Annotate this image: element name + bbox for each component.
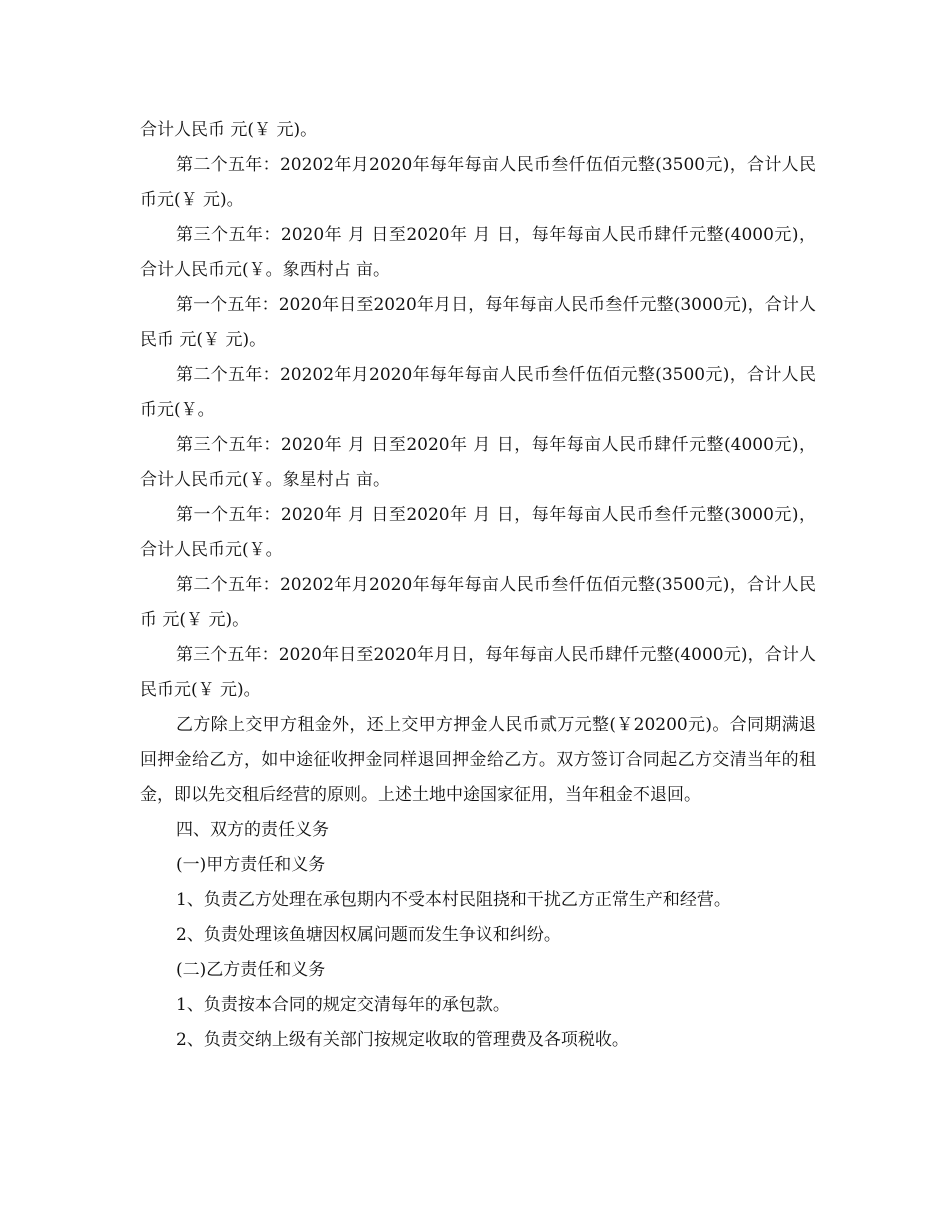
document-body bbox=[140, 113, 816, 1058]
paragraph-deposit: 乙方除上交甲方租金外，还上交甲方押金人民币贰万元整(￥20200元)。合同期满退回押金给乙方，如中途征收押金同样退回押金给乙方。双方签订合同起乙方交清当年的租金，即以先交租后经营的原则。上述土地中途国家征用，当年租金不退回。 bbox=[140, 715, 816, 805]
paragraph-third-five-years: 第三个五年：2020年日至2020年月日，每年每亩人民币肆仟元整(4000元)，合计人民币元(￥ 元)。 bbox=[140, 645, 816, 700]
paragraph-first-five-years: 第一个五年：2020年 月 日至2020年 月 日，每年每亩人民币叁仟元整(3000元)，合计人民币元(￥。 bbox=[140, 505, 816, 560]
paragraph-second-five-years: 第二个五年：20202年月2020年每年每亩人民币叁仟伍佰元整(3500元)，合计人民币 元(￥ 元)。 bbox=[140, 575, 816, 630]
paragraph-third-five-years: 第三个五年：2020年 月 日至2020年 月 日，每年每亩人民币肆仟元整(4000元)，合计人民币元(￥。象西村占 亩。 bbox=[140, 225, 816, 280]
subsection-heading-party-a: (一)甲方责任和义务 bbox=[176, 855, 326, 875]
paragraph-third-five-years: 第三个五年：2020年 月 日至2020年 月 日，每年每亩人民币肆仟元整(4000元)，合计人民币元(￥。象星村占 亩。 bbox=[140, 435, 816, 490]
paragraph-first-five-years: 第一个五年：2020年日至2020年月日，每年每亩人民币叁仟元整(3000元)，合计人民币 元(￥ 元)。 bbox=[140, 295, 816, 350]
paragraph-continuation: 合计人民币 元(￥ 元)。 bbox=[140, 120, 318, 140]
list-item-party-b-1: 1、负责按本合同的规定交清每年的承包款。 bbox=[176, 995, 510, 1015]
list-item-party-a-2: 2、负责处理该鱼塘因权属问题而发生争议和纠纷。 bbox=[176, 925, 561, 945]
section-heading-responsibilities: 四、双方的责任义务 bbox=[176, 820, 329, 840]
paragraph-second-five-years: 第二个五年：20202年月2020年每年每亩人民币叁仟伍佰元整(3500元)，合计人民币元(￥。 bbox=[140, 365, 816, 420]
subsection-heading-party-b: (二)乙方责任和义务 bbox=[176, 960, 326, 980]
list-item-party-a-1: 1、负责乙方处理在承包期内不受本村民阻挠和干扰乙方正常生产和经营。 bbox=[176, 890, 731, 910]
paragraph-second-five-years: 第二个五年：20202年月2020年每年每亩人民币叁仟伍佰元整(3500元)，合计人民币元(￥ 元)。 bbox=[140, 155, 816, 210]
list-item-party-b-2: 2、负责交纳上级有关部门按规定收取的管理费及各项税收。 bbox=[176, 1030, 629, 1050]
